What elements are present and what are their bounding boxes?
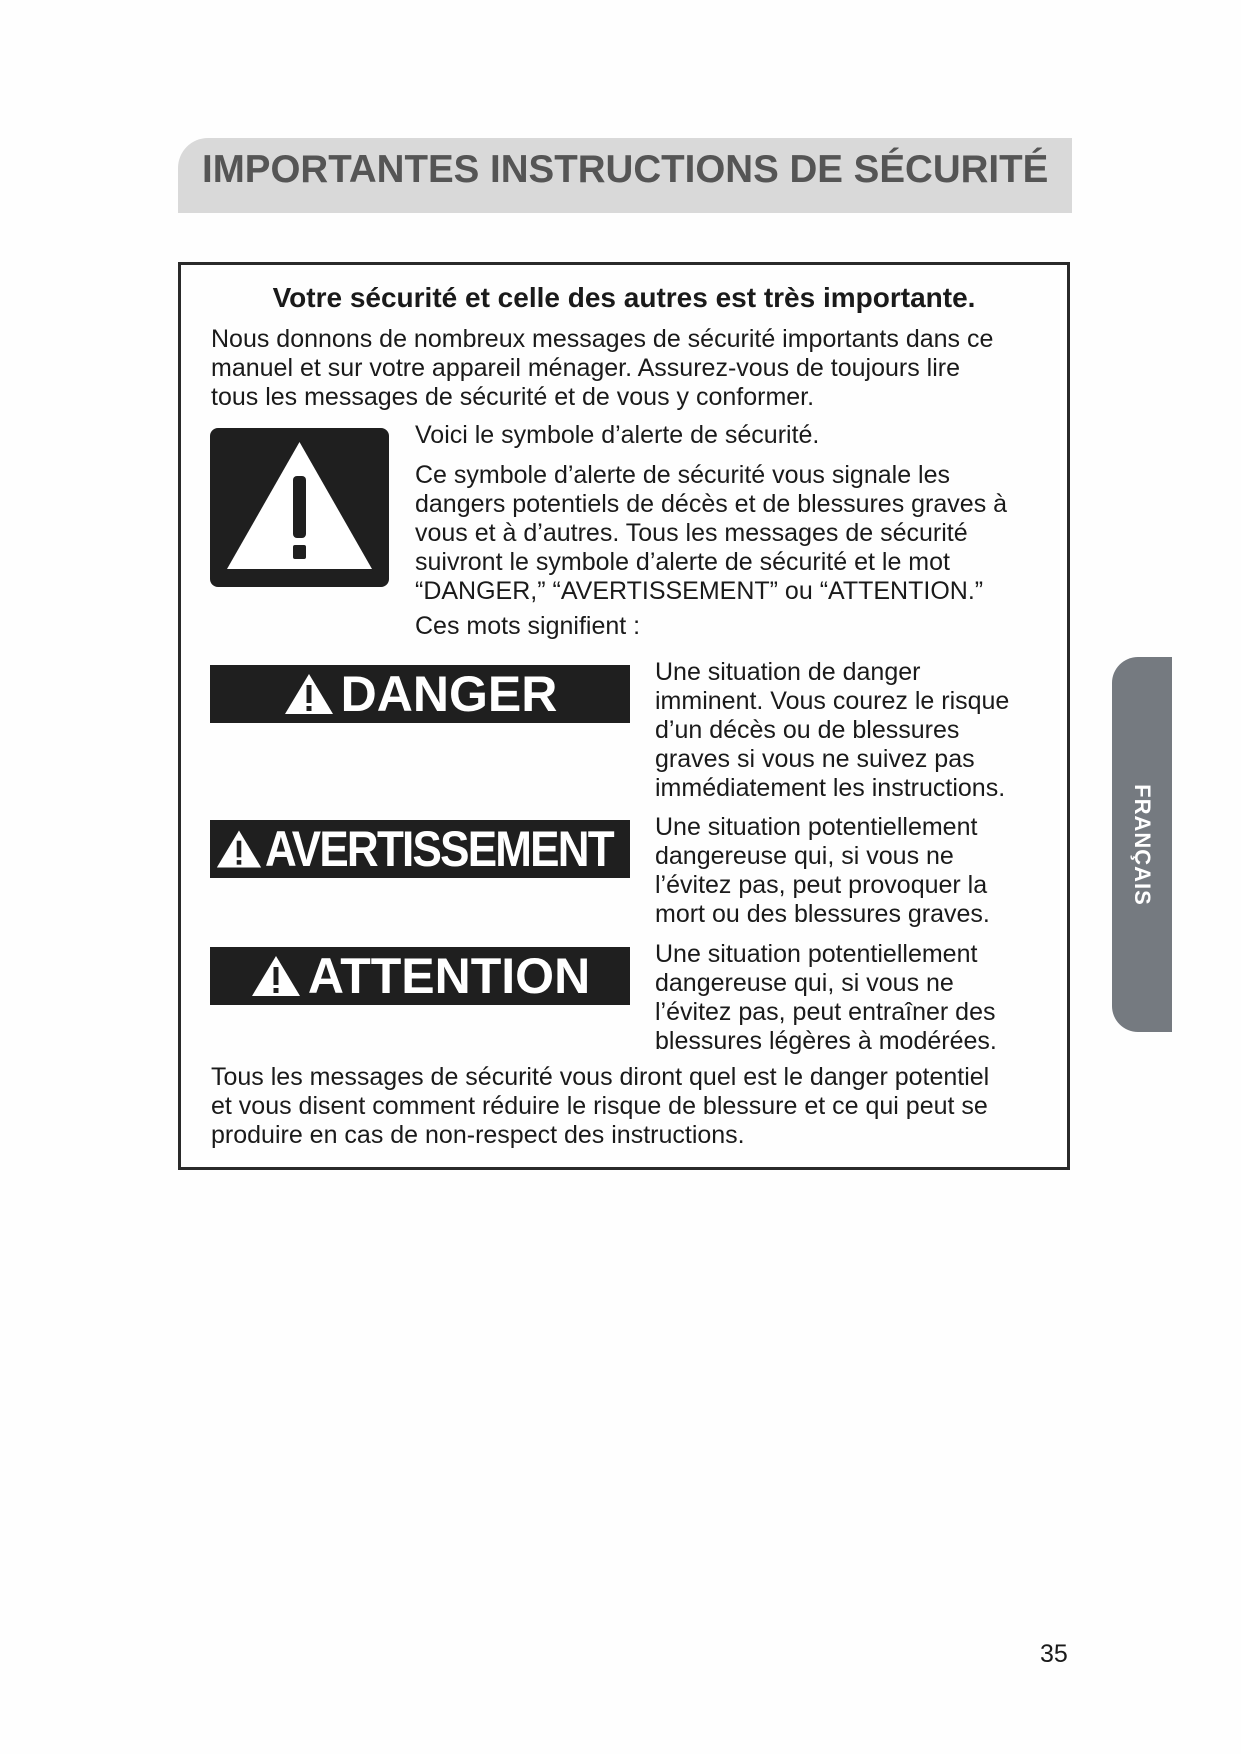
intro-paragraph: Nous donnons de nombreux messages de sécurité importants dans ce manuel et sur votre appareil ménager. Assurez-vous de toujours lire tous les messages de sécurité et de vous y conformer. xyxy=(211,325,994,411)
symbol-line: Voici le symbole d’alerte de sécurité. xyxy=(415,421,820,449)
warning-triangle-icon xyxy=(283,672,335,716)
danger-word: DANGER xyxy=(340,666,558,722)
closing-paragraph: Tous les messages de sécurité vous diront quel est le danger potentiel et vous disent comment réduire le risque de blessure et ce qui peut se produire en cas de non-respect des instructions. xyxy=(211,1063,990,1149)
words-meaning: Ces mots signifient : xyxy=(415,612,641,640)
danger-label xyxy=(210,665,630,723)
danger-description: Une situation de danger imminent. Vous courez le risque d’un décès ou de blessures graves si vous ne suivez pas immédiatement les instructions. xyxy=(655,658,1010,802)
language-side-tab-label: FRANÇAIS xyxy=(1130,784,1155,906)
avertissement-description: Une situation potentiellement dangereuse qui, si vous ne l’évitez pas, peut provoquer la mort ou des blessures graves. xyxy=(655,813,990,928)
page-title: IMPORTANTES INSTRUCTIONS DE SÉCURITÉ xyxy=(202,148,1049,191)
attention-word: ATTENTION xyxy=(307,948,591,1004)
avertissement-word: AVERTISSEMENT xyxy=(265,821,613,877)
page-number: 35 xyxy=(1040,1640,1068,1668)
warning-triangle-icon xyxy=(215,828,263,870)
safety-alert-icon xyxy=(210,428,389,587)
attention-label xyxy=(210,947,630,1005)
warning-triangle-icon xyxy=(250,954,302,998)
avertissement-label xyxy=(210,820,630,878)
symbol-description: Ce symbole d’alerte de sécurité vous signale les dangers potentiels de décès et de blessures graves à vous et à d’autres. Tous les messages de sécurité suivront le symbole d’alerte de sécurité et le mot “DANGER,” “AVERTISSEMENT” ou “ATTENTION.” xyxy=(415,461,1008,605)
safety-subtitle: Votre sécurité et celle des autres est très importante. xyxy=(272,282,976,313)
attention-description: Une situation potentiellement dangereuse qui, si vous ne l’évitez pas, peut entraîner des blessures légères à modérées. xyxy=(655,940,997,1055)
